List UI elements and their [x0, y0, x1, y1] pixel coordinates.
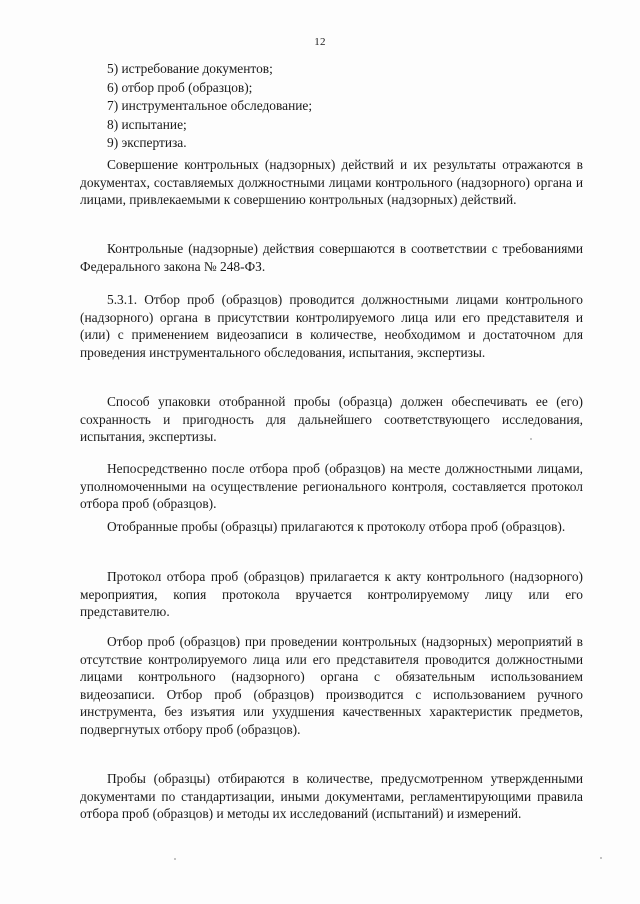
paragraph-sample-quantity: Пробы (образцы) отбираются в количестве, предусмотренном утвержденными документами по стандартизации, иными документами, регламентирующими правила отбора проб (образцов) и методы их исследований (испытаний) и измерений.: [80, 771, 583, 822]
paragraph-results-documentation: Совершение контрольных (надзорных) действий и их результаты отражаются в документах, составляемых должностными лицами контрольного (надзорного) органа и лицами, привлекаемыми к совершению контрольных (надзорных) действий.: [80, 157, 583, 208]
scan-artifact: [174, 858, 176, 860]
list-item: 7) инструментальное обследование;: [107, 98, 313, 114]
scan-artifact: [600, 857, 602, 859]
paragraph-sampling-protocol: Непосредственно после отбора проб (образцов) на месте должностными лицами, уполномоченными на осуществление регионального контроля, составляется протокол отбора проб (образцов).: [80, 461, 583, 512]
paragraph-sample-packaging: Способ упаковки отобранной пробы (образца) должен обеспечивать ее (его) сохранность и пригодность для дальнейшего соответствующего исследования, испытания, экспертизы.: [80, 394, 583, 445]
page-number: 12: [314, 36, 326, 48]
list-item: 6) отбор проб (образцов);: [107, 79, 253, 95]
paragraph-sampling-without-controlled-person: Отбор проб (образцов) при проведении контрольных (надзорных) мероприятий в отсутствие контролируемого лица или его представителя проводится должностными лицами контрольного (надзорного) органа с обязательным использованием видеозаписи. Отбор проб (образцов) производится с использованием ручного инструмента, без изъятия или ухудшения качественных характеристик предметов, подвергнутых отбору проб (образцов).: [80, 634, 583, 737]
paragraph-federal-law-compliance: Контрольные (надзорные) действия совершаются в соответствии с требованиями Федерального закона № 248-ФЗ.: [80, 241, 583, 274]
scan-artifact: [530, 438, 532, 440]
list-item: 5) истребование документов;: [107, 61, 273, 76]
inspection-actions-list: [107, 60, 567, 153]
list-item: 9) экспертиза.: [107, 135, 187, 151]
paragraph-sampling-5-3-1: 5.3.1. Отбор проб (образцов) проводится должностными лицами контрольного (надзорного) органа в присутствии контролируемого лица или его представителя и (или) с применением видеозаписи в количестве, необходимом и достаточном для проведения инструментального обследования, испытания, экспертизы.: [80, 292, 583, 360]
list-item: 8) испытание;: [107, 116, 187, 132]
paragraph-protocol-attached-to-act: Протокол отбора проб (образцов) прилагается к акту контрольного (надзорного) мероприятия, копия протокола вручается контролируемому лицу или его представителю.: [80, 569, 583, 620]
paragraph-samples-attached: Отобранные пробы (образцы) прилагаются к протоколу отбора проб (образцов).: [107, 519, 566, 534]
